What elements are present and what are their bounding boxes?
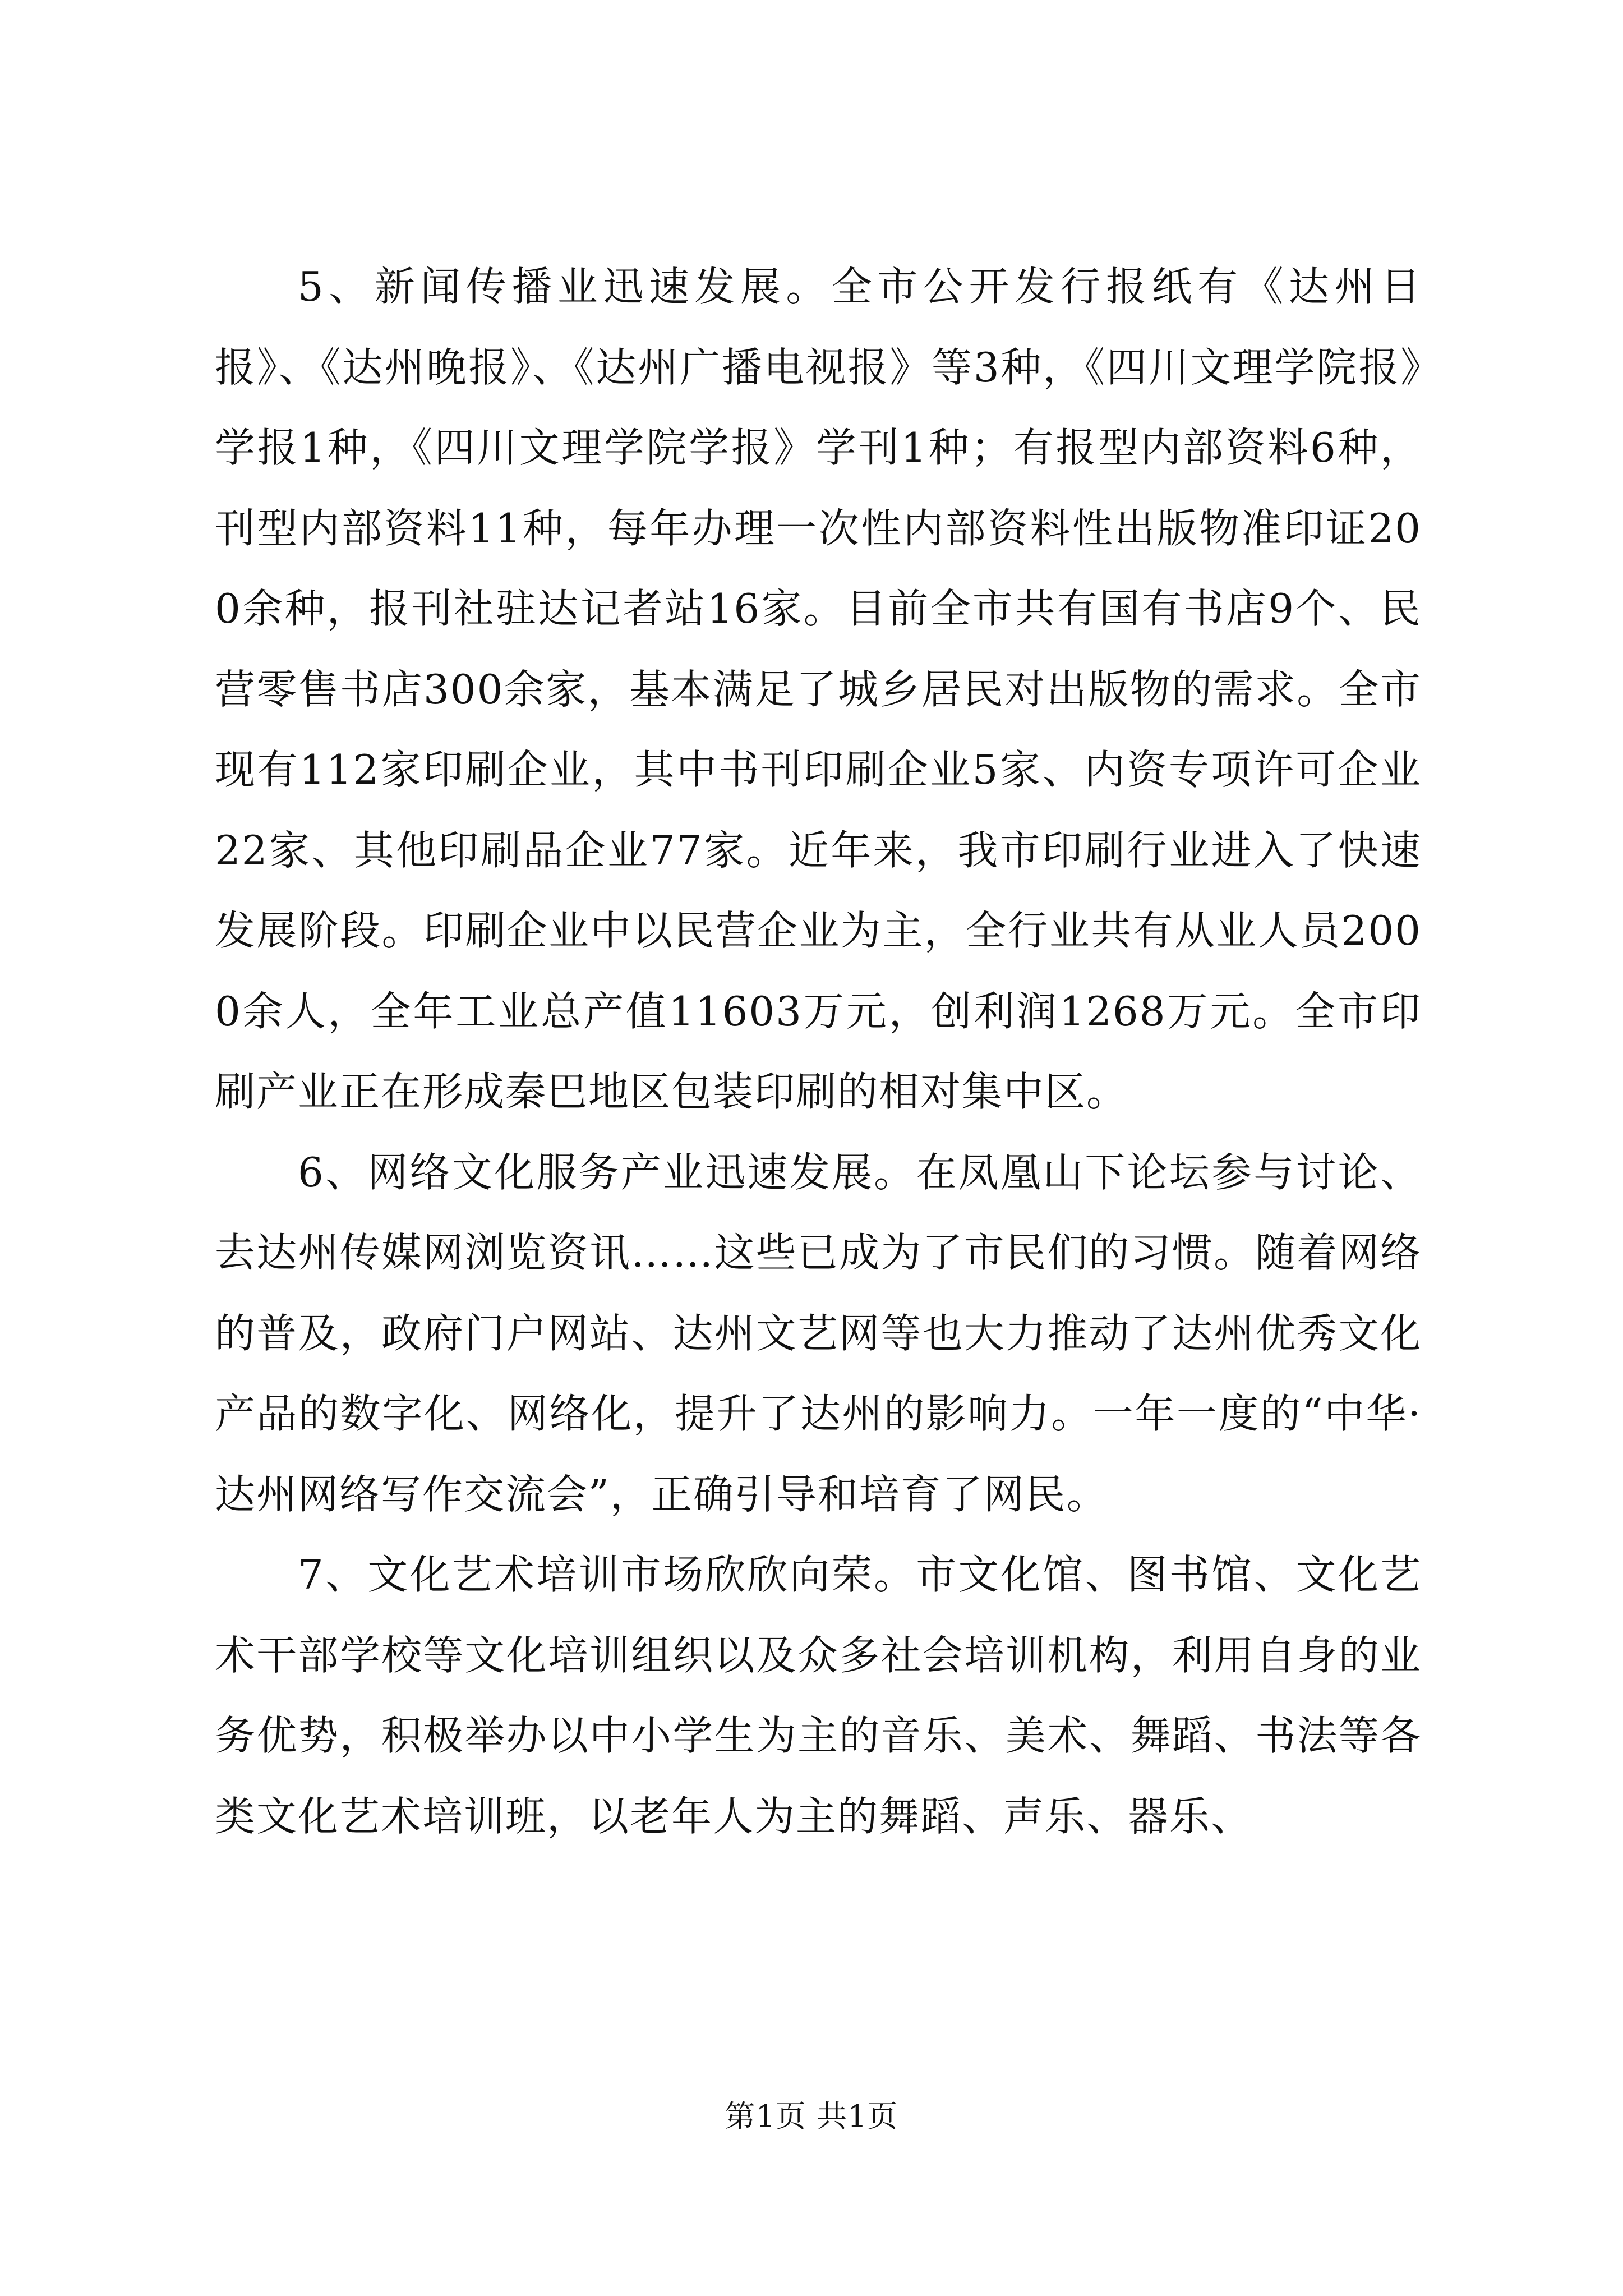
paragraph-arts-training: 7、文化艺术培训市场欣欣向荣。市文化馆、图书馆、文化艺术干部学校等文化培训组织以及众多社会培训机构，利用自身的业务优势，积极举办以中小学生为主的音乐、美术、舞蹈、书法等各类文化艺术培训班，以老年人为主的舞蹈、声乐、器乐、 <box>215 1551 1422 1840</box>
document-body <box>215 247 1422 1857</box>
paragraph-news-media: 5、新闻传播业迅速发展。全市公开发行报纸有《达州日报》、《达州晚报》、《达州广播电视报》等3种，《四川文理学院报》学报1种，《四川文理学院学报》学刊1种；有报型内部资料6种，刊型内部资料11种，每年办理一次性内部资料性出版物准印证200余种，报刊社驻达记者站16家。目前全市共有国有书店9个、民营零售书店300余家，基本满足了城乡居民对出版物的需求。全市现有112家印刷企业，其中书刊印刷企业5家、内资专项许可企业22家、其他印刷品企业77家。近年来，我市印刷行业进入了快速发展阶段。印刷企业中以民营企业为主，全行业共有从业人员2000余人，全年工业总产值11603万元，创利润1268万元。全市印刷产业正在形成秦巴地区包装印刷的相对集中区。 <box>215 263 1422 1115</box>
paragraph-internet-culture: 6、网络文化服务产业迅速发展。在凤凰山下论坛参与讨论、去达州传媒网浏览资讯……这些已成为了市民们的习惯。随着网络的普及，政府门户网站、达州文艺网等也大力推动了达州优秀文化产品的数字化、网络化，提升了达州的影响力。一年一度的“中华·达州网络写作交流会”，正确引导和培育了网民。 <box>215 1148 1422 1518</box>
page-number-footer: 第1页 共1页 <box>725 2099 898 2134</box>
